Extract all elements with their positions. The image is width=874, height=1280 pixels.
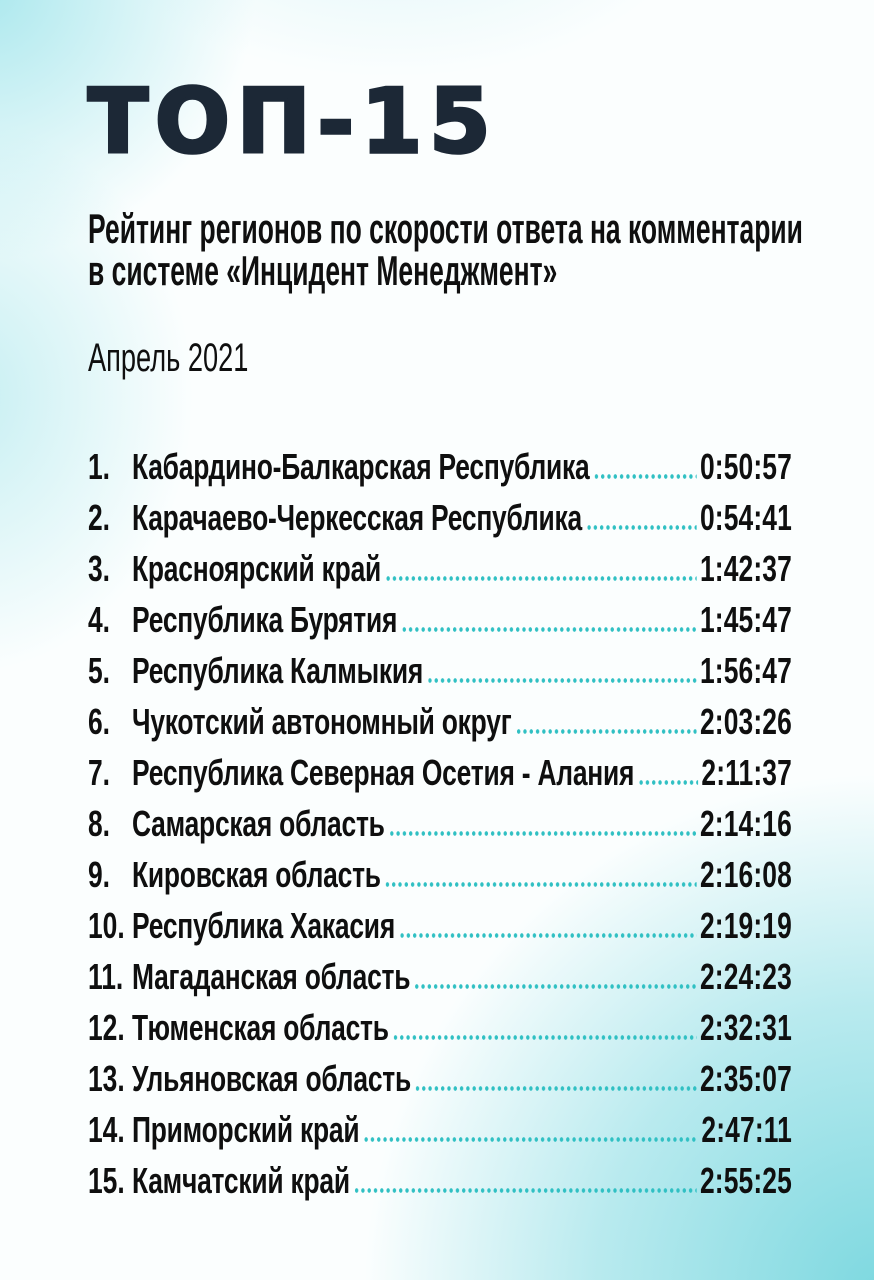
rank-number: 6. <box>88 701 111 742</box>
rank-number: 13. <box>88 1058 125 1099</box>
subtitle-line-1: Рейтинг регионов по скорости ответа на комментарии <box>88 205 803 252</box>
ranking-row <box>88 696 792 747</box>
region-name: Кабардино-Балкарская Республика <box>131 446 590 487</box>
dotted-leader <box>639 780 697 785</box>
page-title: ТОП-15 <box>88 70 498 173</box>
region-name: Республика Бурятия <box>131 599 398 640</box>
ranking-row <box>88 1002 792 1053</box>
rank-number: 15. <box>88 1160 125 1201</box>
region-name: Кировская область <box>131 854 381 895</box>
rank-number: 5. <box>88 650 111 691</box>
response-time: 2:47:11 <box>701 1109 792 1150</box>
dotted-leader <box>386 882 696 887</box>
dotted-leader <box>587 525 696 530</box>
ranking-row <box>88 798 792 849</box>
region-name: Республика Хакасия <box>131 905 396 946</box>
rank-number: 4. <box>88 599 111 640</box>
region-name: Ульяновская область <box>131 1058 412 1099</box>
response-time: 2:55:25 <box>699 1160 792 1201</box>
region-name: Камчатский край <box>131 1160 350 1201</box>
region-name: Республика Калмыкия <box>131 650 424 691</box>
region-name: Чукотский автономный округ <box>131 701 512 742</box>
response-time: 0:54:41 <box>699 497 792 538</box>
dotted-leader <box>415 984 696 989</box>
rank-number: 10. <box>88 905 125 946</box>
region-name: Приморский край <box>131 1109 360 1150</box>
dotted-leader <box>402 627 696 632</box>
dotted-leader <box>386 576 696 581</box>
ranking-row <box>88 747 792 798</box>
rank-number: 14. <box>88 1109 125 1150</box>
ranking-row <box>88 1155 792 1206</box>
dotted-leader <box>400 933 696 938</box>
region-name: Республика Северная Осетия - Алания <box>131 752 635 793</box>
ranking-row <box>88 951 792 1002</box>
ranking-row <box>88 441 792 492</box>
ranking-row <box>88 492 792 543</box>
response-time: 2:14:16 <box>699 803 792 844</box>
region-name: Красноярский край <box>131 548 382 589</box>
response-time: 2:32:31 <box>699 1007 792 1048</box>
dotted-leader <box>595 474 697 479</box>
dotted-leader <box>416 1086 696 1091</box>
ranking-row <box>88 645 792 696</box>
region-name: Магаданская область <box>131 956 411 997</box>
rank-number: 12. <box>88 1007 125 1048</box>
region-name: Карачаево-Черкесская Республика <box>131 497 582 538</box>
response-time: 1:42:37 <box>699 548 792 589</box>
dotted-leader <box>365 1137 698 1142</box>
response-time: 1:56:47 <box>699 650 792 691</box>
response-time: 2:16:08 <box>699 854 792 895</box>
rank-number: 1. <box>88 446 111 487</box>
rank-number: 8. <box>88 803 111 844</box>
response-time: 2:24:23 <box>699 956 792 997</box>
ranking-row <box>88 900 792 951</box>
response-time: 2:19:19 <box>699 905 792 946</box>
response-time: 2:03:26 <box>699 701 792 742</box>
page-subtitle <box>88 205 803 294</box>
ranking-row <box>88 1053 792 1104</box>
region-name: Самарская область <box>131 803 385 844</box>
rank-number: 11. <box>88 956 124 997</box>
dotted-leader <box>517 729 697 734</box>
dotted-leader <box>390 831 696 836</box>
dotted-leader <box>355 1188 696 1193</box>
ranking-row <box>88 849 792 900</box>
dotted-leader <box>394 1035 696 1040</box>
response-time: 0:50:57 <box>699 446 792 487</box>
rank-number: 2. <box>88 497 111 538</box>
rank-number: 7. <box>88 752 111 793</box>
subtitle-line-2: в системе «Инцидент Менеджмент» <box>88 247 558 294</box>
ranking-row <box>88 1104 792 1155</box>
rank-number: 3. <box>88 548 111 589</box>
ranking-row <box>88 594 792 645</box>
response-time: 2:11:37 <box>701 752 792 793</box>
ranking-row <box>88 543 792 594</box>
period-label: Апрель 2021 <box>88 336 249 380</box>
region-name: Тюменская область <box>131 1007 389 1048</box>
response-time: 1:45:47 <box>699 599 792 640</box>
dotted-leader <box>428 678 696 683</box>
response-time: 2:35:07 <box>699 1058 792 1099</box>
ranking-list <box>88 441 792 1206</box>
rank-number: 9. <box>88 854 111 895</box>
